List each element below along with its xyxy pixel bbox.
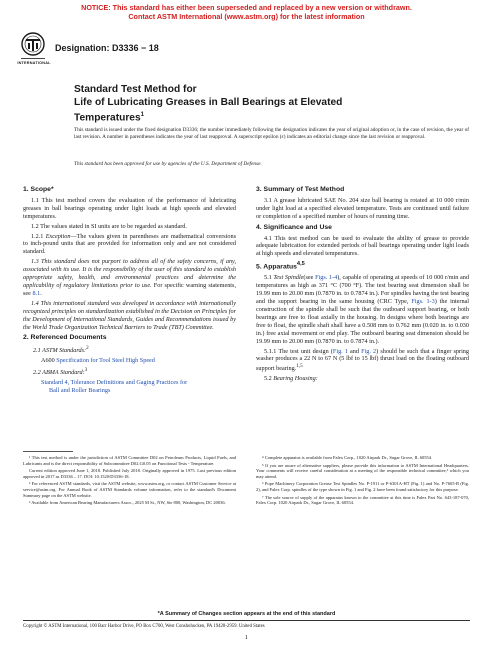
footnote-1: ¹ This test method is under the jurisdiction of ASTM Committee D02 on Petroleum Products, Liquid Fuels, and Lubricants and is the direct responsibility of Subcommittee D02.G0.05 on Functional Tests - Temperature.: [23, 455, 236, 466]
section-heading-referenced-documents: 2. Referenced Documents: [23, 334, 107, 342]
left-column: [23, 183, 236, 397]
para-5-1: 5.1 Test Spindle(see Figs. 1-4), capable of operating at speeds of 10 000 r/min and temperatures as high as 371 °C (700 °F). The test bearing seat dimension shall be 19.99 mm to 20.00 mm (0.7870 in. to 0.7874 in.). For spindles having the test bearing and the support bearing in the same housing (CRC Type, Figs. 1-3) the internal construction of the spindle shall be such that the outboard support bearing, or both bearings are free to float axially in the housing. In designs where both bearings are free to float, the spindle shaft shall have a 0.508 mm to 0.762 mm (0.020 in. to 0.030 in.) free axial movement or end play. The outboard bearing seat dimension should be 19.99 mm to 20.00 mm (0.7870 in. to 0.7874 in.).: [256, 274, 469, 345]
document-title: [74, 84, 434, 125]
ref-astm-standards: 2.1 ASTM Standards:$^2$: [33, 345, 89, 355]
para-1-3: 1.3 This standard does not purport to address all of the safety concerns, if any, associated with its use. It is the responsibility of the user of this standard to establish appropriate safety, health, and environmental practices and determine the applicability of regulatory limitations prior to use. For specific warning statements, see 8.1.: [23, 258, 236, 297]
footnote-3: ³ Available from American Bearing Manufacturers Assoc., 2025 M St., NW, Ste 800, Washington, DC 20036.: [29, 500, 226, 506]
ref-abma-standard: 2.2 ABMA Standard:$^3$: [33, 367, 88, 377]
link-a600[interactable]: Specification for Tool Steel High Speed: [56, 357, 155, 365]
link-fig-2[interactable]: Fig. 2: [361, 347, 377, 355]
designation: Designation: D3336 − 18: [55, 43, 159, 53]
link-figs-1-3[interactable]: Figs. 1-3: [411, 298, 435, 306]
para-1-4: 1.4 This international standard was developed in accordance with internationally recognized principles on standardization established in the Decision on Principles for the Development of International Standards, Guides and Recommendations issued by the World Trade Organization Technical Barriers to Trade (TBT) Committee.: [23, 299, 236, 331]
copyright-line: Copyright © ASTM International, 100 Barr Harbor Drive, PO Box C700, West Conshohocken, PA 19428-2959. United States: [23, 620, 470, 629]
section-heading-summary: 3. Summary of Test Method: [256, 186, 345, 193]
supersede-notice: [0, 3, 493, 21]
page-number: 1: [244, 634, 249, 641]
section-heading-scope: 1. Scope*: [23, 186, 54, 193]
footnote-6: ⁶ Pope Machinery Corporation Grease Test Spindles No. P-1911 or P-6301A-HT (Fig. 1) and No. P-7605-B (Fig. 2), and Falex Corp. spindles of the type shown in Fig. 1 and Fig. 2 have been found satisfactory for this purpose.: [256, 481, 469, 492]
right-column: [256, 183, 469, 385]
para-5-1-1: 5.1.1 The test unit design (Fig. 1 and Fig. 2) should be such that a finger spring washer produces a 22 N to 67 N (5 lbf to 15 lbf) thrust load on the floating outboard support bearing.$^{1,5}$: [256, 347, 469, 373]
footnotes-left: [23, 455, 236, 508]
footnotes-right: [256, 455, 469, 508]
para-5-2: 5.2 Bearing Housing:: [264, 375, 318, 383]
standard-note: This standard is issued under the fixed designation D3336; the number immediately following the designation indicates the year of original adoption or, in the case of revision, the year of last revision. A number in parentheses indicates the year of last reapproval. A superscript epsilon (ε) indicates an editorial change since the last revision or reapproval.: [74, 127, 469, 140]
notice-line-1: NOTICE: This standard has either been superseded and replaced by a new version or withdrawn.: [81, 3, 412, 12]
title-footnote-marker: 1: [140, 112, 144, 118]
ref-a600: A600 Specification for Tool Steel High Speed: [41, 357, 155, 365]
link-fig-1[interactable]: Fig. 1: [332, 347, 348, 355]
section-heading-apparatus: 5. Apparatus$^{4,5}$: [256, 261, 305, 271]
footnote-1b: Current edition approved June 1, 2018. Published July 2018. Originally approved in 1975. Last previous edition approved in 2017 as D3336 – 17. DOI: 10.1520/D3336-18.: [23, 468, 236, 479]
title-line-1: Standard Test Method for: [74, 84, 197, 95]
para-3-1: 3.1 A grease lubricated SAE No. 204 size ball bearing is rotated at 10 000 r/min under light load at a specified elevated temperature. Tests are continued until failure or completion of a specified number of hours of running time.: [256, 196, 469, 220]
ref-abma-standard-4: [23, 379, 236, 395]
logo-text: INTERNATIONAL: [17, 61, 51, 65]
para-1-1: 1.1 This test method covers the evaluation of the performance of lubricating greases in ball bearings operating under light loads at high speeds and elevated temperatures.: [23, 196, 236, 220]
footnote-4: ⁴ Complete apparatus is available from Falex Corp., 1020 Airpark Dr., Sugar Grove, IL 60554.: [262, 455, 433, 460]
summary-of-changes-note: *A Summary of Changes section appears at the end of this standard: [157, 611, 336, 617]
para-4-1: 4.1 This test method can be used to evaluate the ability of grease to provide adequate lubrication for extended periods of ball bearings operating under light loads at high speeds and elevated temperatures.: [256, 234, 469, 258]
title-line-3: Temperatures: [74, 112, 141, 124]
link-abma-standard-4[interactable]: Standard 4, Tolerance Definitions and Gaging Practices for: [41, 379, 188, 387]
link-abma-standard-4-cont[interactable]: Ball and Roller Bearings: [49, 387, 111, 395]
footnote-7: ⁷ The sole source of supply of the apparatus known to the committee at this time is Falex Part No. 643-187-070, Falex Corp. 1020 Airpark Dr., Sugar Grove, IL 60554.: [256, 494, 469, 506]
notice-line-2: Contact ASTM International (www.astm.org) for the latest information: [128, 12, 365, 21]
section-heading-significance: 4. Significance and Use: [256, 223, 332, 231]
title-line-2: Life of Lubricating Greases in Ball Bearings at Elevated: [74, 96, 343, 108]
link-figs-1-4[interactable]: Figs. 1-4: [315, 274, 338, 282]
footnote-5: ⁵ If you are aware of alternative suppliers, please provide this information to ASTM International Headquarters. Your comments will receive careful consideration at a meeting of the responsible technical committee,¹ which you may attend.: [256, 462, 469, 479]
footnote-rule-left: [23, 451, 73, 452]
para-1-2: 1.2 The values stated in SI units are to be regarded as standard.: [31, 222, 187, 230]
link-section-8-1[interactable]: 8.1: [32, 289, 41, 297]
dod-approval-note: This standard has been approved for use by agencies of the U.S. Department of Defense.: [74, 161, 262, 167]
footnote-2: ² For referenced ASTM standards, visit the ASTM website, www.astm.org, or contact ASTM Customer Service at service@astm.org. For Annual Book of ASTM Standards volume information, refer to the standard's Document Summary page on the ASTM website.: [23, 481, 236, 498]
para-1-2-1: 1.2.1 Exception—The values given in parentheses are mathematical conversions to inch-pound units that are provided for information only and are not considered standard.: [23, 232, 237, 256]
